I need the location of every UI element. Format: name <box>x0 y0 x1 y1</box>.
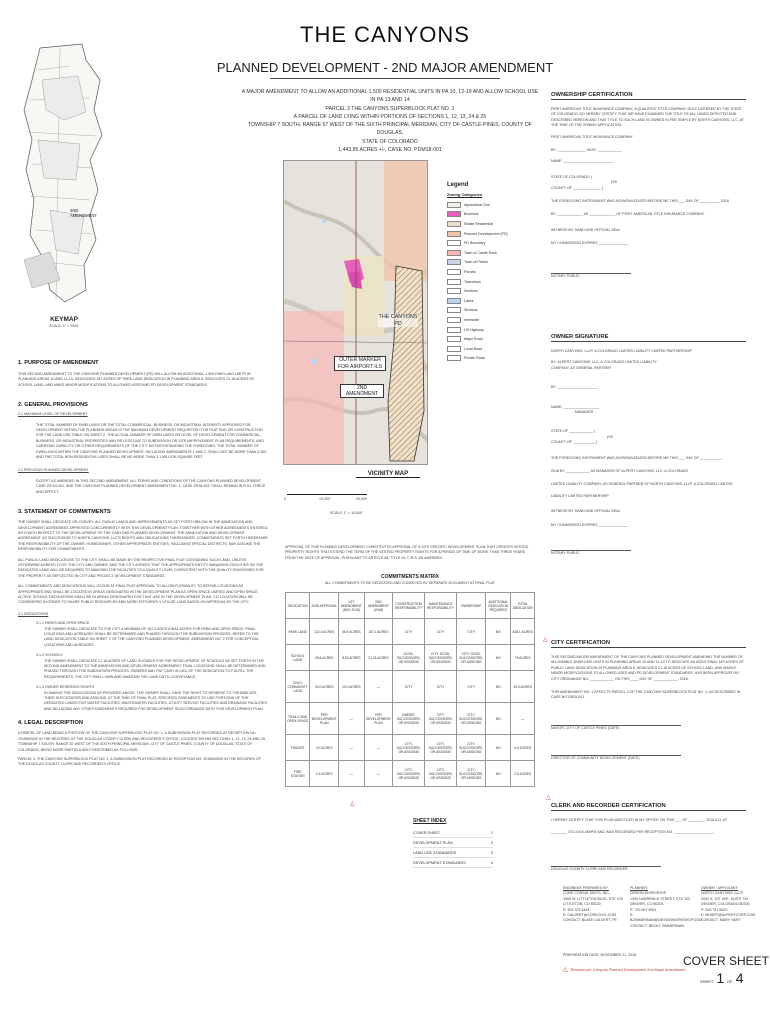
engineer-line: CONTACT: BLAKE CALVERT, PE <box>563 918 617 923</box>
legend-swatch <box>447 221 461 227</box>
dedications-heading: 3.1 DEDICATIONS <box>18 611 49 616</box>
general-sub2: 2.2 PREVIOUS PLANNED DEVELOPMENT <box>18 468 89 473</box>
table-cell: 8.82 ACRES <box>339 645 364 671</box>
table-cell: 49.8 ACRES <box>310 645 339 671</box>
table-cell: 4.0 ACRES <box>511 735 535 761</box>
revision-triangle-icon: △ <box>350 801 355 807</box>
desc-line: TOWNSHIP 7 SOUTH, RANGE 67 WEST OF THE SIXTH PRINCIPAL MERIDIAN, CITY OF CASTLE PINES, COUNTY OF DOUGLAS, <box>248 122 532 137</box>
table-row <box>286 761 535 787</box>
owner-line: CONTACT: MARY HART <box>701 918 741 923</box>
engineer-line: 1950 W. LITTLETON BLVD. STE 109 <box>563 896 623 901</box>
title-divider <box>270 78 500 79</box>
legend-item <box>447 296 537 306</box>
clerk-body[interactable]: I HEREBY CERTIFY THAT THIS PLAN WAS FILED IN MY OFFICE ON THIS ___ OF ________, 2018 A.D. AT <box>551 818 728 822</box>
table-cell: CITY <box>457 671 486 703</box>
reserved-heading: 3.1.3 OWNER RESERVED RIGHTS <box>36 685 95 690</box>
desc-line: STATE OF COLORADO <box>362 138 418 145</box>
sheet-num: 1 <box>716 970 725 986</box>
engineer-line: P: 303.703.4444 <box>563 907 590 912</box>
table-cell: CITY, SUCCESSORS, OR ASSIGNS <box>425 703 457 735</box>
table-cell: 36.9 ACRES <box>339 619 364 645</box>
table-cell: — <box>339 703 364 735</box>
table-cell: CITY <box>393 619 425 645</box>
legend-swatch <box>447 259 461 265</box>
clerk-body2[interactable]: ________ O'CLOCK AM/PM AND WAS RECORDED PER RECEPTION NO. ____________________. <box>551 830 716 835</box>
legend-label: Lakes <box>464 298 474 303</box>
city-director: DIRECTOR OF COMMUNITY DEVELOPMENT (DATE) <box>551 756 640 761</box>
city-heading: CITY CERTIFICATION <box>551 640 746 648</box>
table-cell: CITY, SUCCESSORS, OR ASSIGNS <box>425 735 457 761</box>
legend-item <box>447 258 537 268</box>
table-row <box>286 703 535 735</box>
owner-sig-by: BY: ALPERT CANYONS, LLC, A COLORADO LIMITED LIABILITY COMPANY, AS GENERAL PARTNER <box>551 360 657 370</box>
table-cell: CITY <box>425 619 457 645</box>
matrix-header-cell: 2ND AMENDMENT (2018) <box>364 593 393 619</box>
sheet-num: 2 <box>490 840 493 845</box>
table-cell: NO <box>486 619 511 645</box>
legend-item <box>447 277 537 287</box>
scale-tick: 0 <box>284 497 286 501</box>
owner-block <box>701 886 763 929</box>
commitments-body3: ALL COMMITMENTS AND DEDICATIONS WILL OCCUR AT FINAL PLAT APPROVAL TO ALLOW FLEXIBILITY TO REFINE LOCATIONS AS APPROPRIATE AND SHALL BE LOCATED IN AREAS DESIGNATED IN THE DEVELOPMENT PLAN AS OPEN SPACE LIMITED AND OPEN SPACE ACTIVE. SCHOOL DEDICATIONS SHALL BE IN AREAS DESIGNATED FOR THAT USE IN THE DEVELOPMENT PLAN. CO-LOCATION WILL BE CONSIDERED IN ORDER TO SHARE PUBLIC RESOURCES AND MORE EFFICIENTLY UTILIZE LAND BASED ON APPROVAL BY THE CITY. <box>18 584 258 605</box>
amendment-label: 2ND AMENDMENT <box>340 384 384 398</box>
table-row <box>286 735 535 761</box>
legal-body2: PARCEL 3, THE CANYONS SUPERBLOCK PLAT NO. 1, A SUBDIVISION PLAT RECORDED AT RECEPTION NO. 2015000000 IN THE RECORDS OF THE DOUGLAS COUNTY CLERK AND RECORDER'S OFFICE. <box>18 756 261 767</box>
table-cell: FIRE STATION <box>286 761 310 787</box>
table-cell: CITY, DCSD, SUCCESSORS, OR ASSIGNS <box>425 645 457 671</box>
matrix-title: COMMITMENTS MATRIX <box>381 574 439 580</box>
vicinity-map-scale: SCALE: 1" = 10,000' <box>330 511 363 515</box>
of-label: OF <box>727 979 733 984</box>
sheet-index-title: SHEET INDEX <box>413 818 447 824</box>
legend-item <box>447 334 537 344</box>
scale-bar <box>287 494 367 495</box>
table-cell: NO <box>486 645 511 671</box>
commitments-body1: THE OWNER SHALL DEDICATE OR CONVEY, ALL PUBLIC LANDS AND IMPROVEMENTS AS SET FORTH BELOW IN THE ANNEXATION AND DEVELOPMENT AGREEMENT APPROVED CONCURRENTLY WITH THIS DEVELOPMENT PLAN, TOGETHER WITH OTHER AGREEMENTS ENTERED INTO WITH RESPECT TO THE DEVELOPMENT OF THE CANYONS PLANNED DEVELOPMENT. THE ANNEXATION AND DEVELOPMENT AGREEMENT, AS SUCCESSOR TO NORTH CANYONS, LLC'S RIGHTS AND OBLIGATIONS THEREUNDER. COMMITMENTS SET FORTH HEREIN ARE THE RESPONSIBILITY OF THE OWNER, HOMEOWNER, OTHER APPROPRIATE ENTITIES, INCLUDING SPECIAL DISTRICTS, MAY ASSUME THE RESPONSIBILITY FOR COMMITMENTS. <box>18 520 268 552</box>
legend-item <box>447 306 537 316</box>
matrix-header-cell: 1ST AMENDMENT (MAY 2016) <box>339 593 364 619</box>
legend-item <box>447 354 537 364</box>
table-cell: — <box>511 703 535 735</box>
legend-label: Private Road <box>464 356 485 361</box>
table-cell: CITY <box>457 619 486 645</box>
table-cell: NO <box>486 671 511 703</box>
schools-body: THE OWNER SHALL DEDICATE 21.18 ACRES OF LAND SUITABLE FOR THE DEVELOPMENT OF SCHOOLS AS SET FORTH IN THE SECOND AMENDMENT TO THE ANNEXATION AND DEVELOPMENT AGREEMENT. FINAL LOCATIONS SHALL BE DETERMINED AND PHASED THROUGH THE SUBDIVISION PROCESS. OWNERS MAY PAY CASH IN LIEU OF THE DEDICATION TO FULFILL THE REQUIREMENTS. THE CITY SHALL OWN AND MAINTAIN THE LAND UNTIL CONVEYANCE. <box>44 658 266 679</box>
table-cell: — <box>339 735 364 761</box>
ownership-county[interactable]: COUNTY OF ______________ ) <box>551 185 604 190</box>
table-cell: SCHOOL LAND <box>286 645 310 671</box>
matrix-subtitle: ALL COMMITMENTS TO BE DEDICATED AND CONVEYED BY SEPARATE DOCUMENT AT FINAL PLAT <box>324 581 495 585</box>
desc-line: A PARCEL OF LAND LYING WITHIN PORTIONS OF SECTIONS 1, 12, 13, 24 & 25 <box>293 113 487 120</box>
planner-line: CONTACT: BECKY ZIMMERMAN <box>630 923 684 928</box>
owner-sig-ack[interactable]: THE FOREGOING INSTRUMENT WAS ACKNOWLEDGED BEFORE ME THIS ___ DAY OF ___________, <box>551 455 723 460</box>
legal-heading: 4. LEGAL DESCRIPTION <box>18 720 83 727</box>
preparation-date: PREPARATION DATE: NOVEMBER 21, 2018 <box>563 953 637 957</box>
legend-swatch <box>447 298 461 304</box>
ownership-notary: NOTARY PUBLIC <box>551 273 580 278</box>
legend-swatch <box>447 317 461 323</box>
ownership-witness: WITNESS MY HAND AND OFFICIAL SEAL <box>551 227 621 232</box>
desc-line: A MAJOR AMENDMENT TO ALLOW AN ADDITIONAL 1,500 RESIDENTIAL UNITS IN PA 10, 12-19 AND ALLOW SCHOOL USE IN PA 13 AND 14 <box>241 89 539 104</box>
owner-sig-commission[interactable]: MY COMMISSION EXPIRES _______________ <box>551 522 629 527</box>
matrix-header-cell: TOTAL DEDICATION <box>511 593 535 619</box>
owner-sig-witness: WITNESS MY HAND AND OFFICIAL SEAL <box>551 509 621 514</box>
page-title: THE CANYONS <box>300 22 470 47</box>
table-cell: CIVIC/ COMMUNITY LAND <box>286 671 310 703</box>
revision-triangle-icon: △ <box>563 967 568 973</box>
planner-line: PLANNER: <box>630 886 648 890</box>
matrix-header-cell: 2008 APPROVAL <box>310 593 339 619</box>
purpose-body: THIS SECOND AMENDMENT TO THE CANYONS PLANNED DEVELOPMENT (PD) WILL ALLOW AN ADDITIONAL 1,500 DWELLING UNITS IN PLANNING AREAS 10 AND 12-19, DEDICATED 187 ACRES OF PARK LAND DEDICATION IN PLANNING AREA 8, DEDICATES 21.18 ACRES OF SCHOOL LAND, AND MAKE MINOR MODIFICATIONS TO ALLOWED USES AND PD DEVELOPMENT STANDARDS. <box>18 372 255 387</box>
owner-signature <box>551 334 746 557</box>
legend-item <box>447 229 537 239</box>
table-cell: 2.5 ACRES <box>511 761 535 787</box>
legend-subtitle: Zoning Categories <box>447 192 483 197</box>
approval-text: APPROVAL OF THIS PLANNED DEVELOPMENT CONSTITUTES APPROVAL OF A SITE SPECIFIC DEVELOPMENT PLAN THAT CREATES VESTED PROPERTY RIGHTS THAT EXTEND THE TERM OF THE VESTED PROPERTY RIGHTS FOR A PERIOD OF TIME OF MORE THAN THREE YEARS FROM THE DATE OF APPROVAL, PURSUANT TO ARTICLE 68, TITLE 24, C.R.S. AS AMENDED. <box>285 545 529 560</box>
matrix-header-cell: ADDITIONAL DEDICATION REQUIRED <box>486 593 511 619</box>
matrix-header-cell: OWNERSHIP <box>457 593 486 619</box>
engineer-block <box>563 886 625 929</box>
legend-item <box>447 325 537 335</box>
legend-swatch <box>447 202 461 208</box>
table-cell: PARK LAND <box>286 619 310 645</box>
table-cell: 20.0 ACRES <box>310 671 339 703</box>
owner-sig-notary: NOTARY PUBLIC <box>551 551 580 556</box>
general-body2: EXCEPT AS AMENDED IN THIS SECOND AMENDMENT, ALL TERMS AND CONDITIONS OF THE CANYONS PLANNED DEVELOPMENT, CASE ZR-04-001, AND THE CANYONS PLANNED DEVELOPMENT AMENDMENT NO. 1, CASE ZR16-003, SHALL REMAIN IN FULL FORCE AND EFFECT. <box>36 478 266 494</box>
clerk-signature: DOUGLAS COUNTY CLERK AND RECORDER <box>551 866 628 871</box>
owner-line: P: 303.757.8400 <box>701 907 728 912</box>
outer-marker-label: OUTER MARKER FOR AIRPORT ILS <box>334 356 386 371</box>
revision-text: Revision per Canyons Planned Development 2nd Major Amendment <box>570 967 686 972</box>
legend-swatch <box>447 336 461 342</box>
legend-label: Parcels <box>464 269 476 274</box>
owner-sig-ss: )SS <box>607 434 613 439</box>
owner-sig-ack2[interactable]: 2018 BY ____________ AS MANAGER OF ALPERT CANYONS, LLC, A COLORADO <box>551 469 689 474</box>
owner-sig-state[interactable]: STATE OF ____________ ) <box>551 429 596 434</box>
legend-label: PD Boundary <box>464 241 486 246</box>
legend-swatch <box>447 231 461 237</box>
table-cell: 21.18 ACRES <box>364 645 393 671</box>
legend-item <box>447 200 537 210</box>
keymap-title: KEYMAP <box>50 316 78 323</box>
owner-line: 3000 S. 1ST AVE, SUITE 725 <box>701 896 749 901</box>
matrix-header-row <box>286 593 535 619</box>
table-cell: 318.1 ACRES <box>511 619 535 645</box>
legend-swatch <box>447 269 461 275</box>
planner-line: DENVER, CO 80204 <box>630 902 664 907</box>
owner-line: E: MHART@ALPERTCORP.COM <box>701 913 755 918</box>
owner-line: OWNER / APPLICANT: <box>701 886 739 890</box>
legend-label: Major Road <box>464 337 483 342</box>
legend-item <box>447 344 537 354</box>
table-cell: CITY <box>393 671 425 703</box>
sheet-num: 1 <box>490 830 493 835</box>
planner-line: P: 720.907.9591 <box>630 907 657 912</box>
table-cell: — <box>364 671 393 703</box>
ownership-certification <box>551 92 746 279</box>
table-row <box>286 645 535 671</box>
owner-line: NORTH CANYONS, LLLP <box>701 891 743 896</box>
legend-label: Estate Residential <box>464 221 493 226</box>
city-mayor: MAYOR, CITY OF CASTLE PINES (DATE) <box>551 725 620 730</box>
sheet-index-row <box>413 858 493 868</box>
keymap[interactable] <box>20 40 106 310</box>
table-row <box>286 619 535 645</box>
ownership-ss: )SS <box>611 180 617 185</box>
vicinity-map-title: VICINITY MAP <box>356 471 420 478</box>
sheet-index-row <box>413 838 493 848</box>
engineer-line: E: CALVERT@CORECIVIL.COM <box>563 913 617 918</box>
owner-sig-heading: OWNER SIGNATURE <box>551 334 746 342</box>
engineer-line: ENGINEER PREPARED BY: <box>563 886 609 890</box>
owner-line: DENVER, COLORADO 80206 <box>701 902 750 907</box>
legend-label: Planned Development (PD) <box>464 231 508 236</box>
table-cell: 187.1 ACRES <box>364 619 393 645</box>
table-cell: CITY, SUCCESSORS, OR ASSIGNS <box>457 735 486 761</box>
matrix-header-cell: DEDICATION <box>286 593 310 619</box>
planner-block <box>630 886 703 929</box>
legend-label: Business <box>464 212 479 217</box>
ownership-state: STATE OF COLORADO ) <box>551 174 592 179</box>
legend-swatch <box>447 355 461 361</box>
legend-item <box>447 210 537 220</box>
legend-label: Local Road <box>464 346 483 351</box>
city-certification <box>551 640 746 762</box>
keymap-drawing <box>20 40 106 310</box>
ownership-by2[interactable]: BY _____________ AS _____________ OF FIRST AMERICAN TITLE INSURANCE COMPANY. <box>551 212 705 217</box>
revision-note <box>563 966 685 973</box>
table-cell: NO <box>486 735 511 761</box>
sheet-index-row <box>413 848 493 858</box>
table-cell: NO <box>486 761 511 787</box>
revision-triangle-icon: △ <box>543 637 548 643</box>
matrix-header-cell: CONSTRUCTION RESPONSIBILITY <box>393 593 425 619</box>
legend-swatch <box>447 307 461 313</box>
ownership-by[interactable]: BY: ______________ DATE: ____________ <box>551 148 622 153</box>
table-cell: CITY, SUCCESSORS, OR ASSIGNS <box>457 703 486 735</box>
table-cell: PER DEVELOPMENT PLAN <box>310 703 339 735</box>
table-cell: 122.4 ACRES <box>310 619 339 645</box>
legend-label: Townships <box>464 279 481 284</box>
revision-triangle-icon: △ <box>546 795 551 801</box>
legend-label: Sections <box>464 289 478 294</box>
table-cell: — <box>364 735 393 761</box>
legend-swatch <box>447 240 461 246</box>
table-cell: CITY, SUCCESSORS, OR ASSIGNS <box>393 735 425 761</box>
vicinity-map[interactable] <box>283 160 428 465</box>
commitments-matrix <box>285 592 535 787</box>
matrix-header-cell: MAINTENANCE RESPONSIBILITY <box>425 593 457 619</box>
legend-item <box>447 315 537 325</box>
owner-sig-name[interactable]: NAME: __________________ <box>551 404 600 409</box>
ownership-body: FIRST AMERICAN TITLE INSURANCE COMPANY, A QUALIFIED TITLE COMPANY, DULY LICENSED BY THE STATE OF COLORADO, DO HEREBY CERTIFY THAT WE HAVE EXAMINED THE TITLE OF ALL LANDS DEPICTED AND DESCRIBED HEREON AND THAT TITLE TO SUCH LAND IS OWNED IN FEE SIMPLE BY NORTH CANYONS, LLC, AT THE TIME OF THE ZONING APPLICATION. <box>551 107 744 128</box>
sheet-index-row <box>413 828 493 838</box>
sheet-name: COVER SHEET <box>413 830 441 835</box>
owner-sig-body: NORTH CANYONS, LLLP, A COLORADO LIMITED LIABILITY LIMITED PARTNERSHIP <box>551 349 692 353</box>
legend-item <box>447 286 537 296</box>
ownership-commission[interactable]: MY COMMISSION EXPIRES _______________ <box>551 241 629 246</box>
table-cell: 4.0 ACRES <box>310 735 339 761</box>
ownership-name[interactable]: NAME: _________________________ <box>551 159 614 164</box>
vicinity-map-drawing <box>284 161 428 465</box>
legend-label: Agricultural One <box>464 202 490 207</box>
table-cell: TRANSIT <box>286 735 310 761</box>
planner-line: 1390 LAWRENCE STREET, STE 100 <box>630 896 690 901</box>
canyons-pd-label: THE CANYONS PD <box>378 314 418 327</box>
parks-body: THE OWNER SHALL DEDICATE TO THE CITY A MINIMUM OF 187.5 ADDITIONAL ACRES FOR PARK AND OPEN SPACE. FINAL LOCATIONS AND ACREAGES SHALL BE DETERMINED AND PHASED THROUGH THE SUBDIVISION PROCESS. REFER TO THE LAND DEDICATION TABLE ON SHEET 2 OF THE CANYONS PLANNED DEVELOPMENT, AMENDMENT NO. 2 FOR CONCEPTUAL LOCATIONS AND ACREAGES. <box>44 626 259 647</box>
city-body2: THIS AMENDMENT NO. 2 AFFECTS PARCEL 3 OF THE CANYONS SUPERBLOCK PLAT NO. 1, AS DESCRIBED IN CASE NO SB15-001. <box>551 690 741 700</box>
purpose-heading: 1. PURPOSE OF AMENDMENT <box>18 360 99 366</box>
table-cell: DCSD, SUCCESSORS, OR ASSIGNS <box>393 645 425 671</box>
commitments-heading: 3. STATEMENT OF COMMITMENTS <box>18 509 111 516</box>
legend-swatch <box>447 346 461 352</box>
table-cell: CITY <box>425 671 457 703</box>
table-cell: — <box>364 761 393 787</box>
owner-sig-by2[interactable]: BY: ____________________ <box>551 385 598 390</box>
left-column <box>18 360 268 768</box>
engineer-line: LITTLETON, CO 80120 <box>563 902 601 907</box>
clerk-certification <box>551 803 746 872</box>
legend-swatch <box>447 288 461 294</box>
sheet-name: DEVELOPMENT STANDARDS <box>413 860 466 865</box>
sheet-num: 4 <box>490 860 493 865</box>
general-sub1: 2.1 MAXIMUM LEVEL OF DEVELOPMENT <box>18 412 88 417</box>
parks-heading: 3.1.1 PARKS AND OPEN SPACE <box>36 621 90 626</box>
cover-sheet-title: COVER SHEET <box>683 954 770 968</box>
sheet-number <box>700 970 744 986</box>
commitments-body2: ALL PUBLIC LAND DEDICATIONS TO THE CITY SHALL BE MADE BY THE RESPECTIVE FINAL PLAT CONTAINING SUCH LAND, UNLESS OTHERWISE AGREED TO BY THE CITY AND OWNER, AND THE CITY AGREES THAT THE APPROPRIATE ENTITY MANAGING FACILITIES ON THE DEDICATED LAND WILL BE REQUIRED TO MAINTAIN THE FACILITIES TO A QUALITY LEVEL CONSISTENT WITH THE QUALITY ENVISIONED FOR THE PROPERTY AS REFLECTED IN CITY AND PROJECT DEVELOPMENT STANDARDS. <box>18 557 264 578</box>
scale-tick: 20,000' <box>356 497 368 501</box>
table-cell: 79 ACRES <box>511 645 535 671</box>
keymap-scale: SCALE: 1" = 1000' <box>49 324 79 328</box>
sheet-num: 3 <box>490 850 493 855</box>
table-cell: CITY, SUCCESSORS, OR ASSIGNS <box>425 761 457 787</box>
planner-line: E: BZIMMERMAN@DESIGNWORKSHOP.COM <box>630 913 703 923</box>
clerk-heading: CLERK AND RECORDER CERTIFICATION <box>551 803 746 811</box>
legend-label: US Highway <box>464 327 484 332</box>
legend-item <box>447 248 537 258</box>
owner-sig-manager: MANAGER <box>575 410 594 415</box>
sheet-label: SHEET <box>700 979 714 984</box>
legal-body: A PARCEL OF LAND BEING A PORTION OF THE CANYONS SUPERBLOCK PLAT NO. 1, A SUBDIVISION PLAT RECORDED AT RECEPTION NO. 2015000000 IN THE RECORDS OF THE DOUGLAS COUNTY CLERK AND RECORDER'S OFFICE, LOCATED WITHIN SECTIONS 1, 12, 13, 24 AND 25, TOWNSHIP 7 SOUTH, RANGE 67 WEST OF THE SIXTH PRINCIPAL MERIDIAN, CITY OF CASTLE PINES, COUNTY OF DOUGLAS, STATE OF COLORADO, BEING MORE PARTICULARLY DESCRIBED AS FOLLOWS: <box>18 731 266 752</box>
legend-label: Town of Castle Rock <box>464 250 497 255</box>
keymap-amend-label: 2ND AMENDMENT <box>70 208 97 218</box>
planner-line: DESIGN WORKSHOP <box>630 891 667 896</box>
ownership-heading: OWNERSHIP CERTIFICATION <box>551 92 746 100</box>
page-subtitle: PLANNED DEVELOPMENT - 2ND MAJOR AMENDMENT <box>216 60 554 75</box>
prepared-by <box>563 886 763 929</box>
owner-sig-county[interactable]: COUNTY OF ___________ ) <box>551 440 598 445</box>
map-legend <box>447 182 537 363</box>
legend-swatch <box>447 327 461 333</box>
table-cell: CITY, DCSD, SUCCESSORS, OR ASSIGNS <box>457 645 486 671</box>
legend-swatch <box>447 211 461 217</box>
table-row <box>286 671 535 703</box>
owner-sig-ack4: LIABILITY LIMITED PARTNERSHIP. <box>551 493 610 498</box>
general-heading: 2. GENERAL PROVISIONS <box>18 402 88 409</box>
general-body1: THE TOTAL NUMBER OF DWELLINGS OR THE TOTAL COMMERCIAL, BUSINESS, OR INDUSTRIAL INTENSITY APPROVED FOR DEVELOPMENT WITHIN THE PLANNING AREAS IS THE MAXIMUM DEVELOPMENT REQUESTED FOR PLATTING OR CONSTRUCTION FOR THE LAND USE TABLE ON SHEET 2. THE ACTUAL NUMBER OF DWELLINGS OR LEVEL OF DEVELOPMENT FOR COMMERCIAL, BUSINESS, OR INDUSTRIAL PROPERTIES MAY BE LESS DUE TO SUBDIVISION OR SITE IMPROVEMENT PLAN REQUIREMENTS, AND CARRYING CAPACITY, OR OTHER REQUIREMENTS OF THE CITY. NOTWITHSTANDING THE FOREGOING, THE TOTAL NUMBER OF DWELLINGS WITHIN THE CANYONS PLANNED DEVELOPMENT, INCLUDING AMENDMENTS 1 AND 2, SHALL NOT BE MORE THAN 3,400, AND THE TOTAL NON-RESIDENTIAL USES SHALL BE NO MORE THAN 3.1 MILLION SQUARE FEET. <box>36 422 268 460</box>
table-cell: NO <box>486 703 511 735</box>
owner-sig-ack3: LIMITED LIABILITY COMPANY, AS GENERAL PARTNER OF NORTH CANYONS, LLLP, A COLORADO LIMITED <box>551 482 733 487</box>
desc-line: PARCEL 3 THE CANYONS SUPERBLOCK PLAT NO. 1 <box>325 105 455 112</box>
table-cell: CITY, SUCCESSORS, OR ASSIGNS <box>393 761 425 787</box>
table-cell: 13.0 ACRES <box>339 671 364 703</box>
table-cell: CITY, SUCCESSORS, OR ASSIGNS <box>457 761 486 787</box>
legend-label: Streams <box>464 308 478 313</box>
ownership-company: FIRST AMERICAN TITLE INSURANCE COMPANY <box>551 134 633 139</box>
table-cell: — <box>339 761 364 787</box>
reserved-body: IN MAKING THE DEDICATIONS AS PROVIDED ABOVE, THE OWNER SHALL HAVE THE RIGHT TO RESERVE TO THEMSELVES, THEIR SUCCESSORS AND ASSIGNS, AT THE TIME OF FINAL PLAT, SPECIFIED EASEMENTS TO USE PORTIONS OF THE DEDICATED LANDS FOR WATER FACILITIES, WASTEWATER FACILITIES, UTILITY SERVICE FACILITIES AND DRAINAGE FACILITIES AND INCLUDING ANY OTHER EASEMENTS REQUIRED FOR DEVELOPMENT IN ACCORDANCE WITH THIS DEVELOPMENT PLAN. <box>44 690 267 711</box>
table-cell: TRAILS AND OPEN SPACE <box>286 703 310 735</box>
engineer-line: CORE CONSULTANTS, INC. <box>563 891 610 896</box>
project-description <box>240 88 540 154</box>
schools-heading: 3.1.2 SCHOOLS <box>36 653 63 658</box>
legend-title: Legend <box>447 182 469 188</box>
desc-line: 1,443.85 ACRES +/-, CASE NO. PDM18-001 <box>338 147 442 154</box>
sheet-name: LAND USE STANDARDS <box>413 850 457 855</box>
sheet-total: 4 <box>735 970 744 986</box>
legend-swatch <box>447 279 461 285</box>
ownership-ack[interactable]: THE FOREGOING INSTRUMENT WAS ACKNOWLEDGED BEFORE ME THIS ___ DAY OF __________ 2018 <box>551 199 729 204</box>
table-cell: PER DEVELOPMENT PLAN <box>364 703 393 735</box>
sheet-name: DEVELOPMENT PLAN <box>413 840 453 845</box>
city-body[interactable]: THIS SECOND MAJOR AMENDMENT OF THE CANYONS PLANNED DEVELOPMENT AMENDING THE NUMBER OF ALLOWABLE DWELLING UNITS IN PLANNING AREAS 10 AND 12-19 TO DEDICATE AN ADDITIONAL 187 ACRES OF PUBLIC LAND DEDICATION IN PLANNING AREA 8, DEDICATES 21.18 ACRES OF SCHOOL LAND, AND MAKES MINOR MODIFICATIONS TO ALLOWED USES AND PD DEVELOPMENT STANDARDS, HAS BEEN APPROVED BY CITY ORDINANCE NO. ____________ ON THIS ____ DAY OF ____________, 2018. <box>551 655 744 681</box>
table-cell: 2.5 ACRES <box>310 761 339 787</box>
legend-item <box>447 219 537 229</box>
table-cell: 33.0 ACRES <box>511 671 535 703</box>
legend-item <box>447 238 537 248</box>
legend-swatch <box>447 250 461 256</box>
legend-label: Town of Parker <box>464 260 488 265</box>
sheet-index <box>413 818 493 868</box>
legend-label: Interstate <box>464 317 479 322</box>
legend-item <box>447 267 537 277</box>
scale-tick: 10,000' <box>319 497 331 501</box>
table-cell: OWNER, SUCCESSORS, OR ASSIGNS <box>393 703 425 735</box>
